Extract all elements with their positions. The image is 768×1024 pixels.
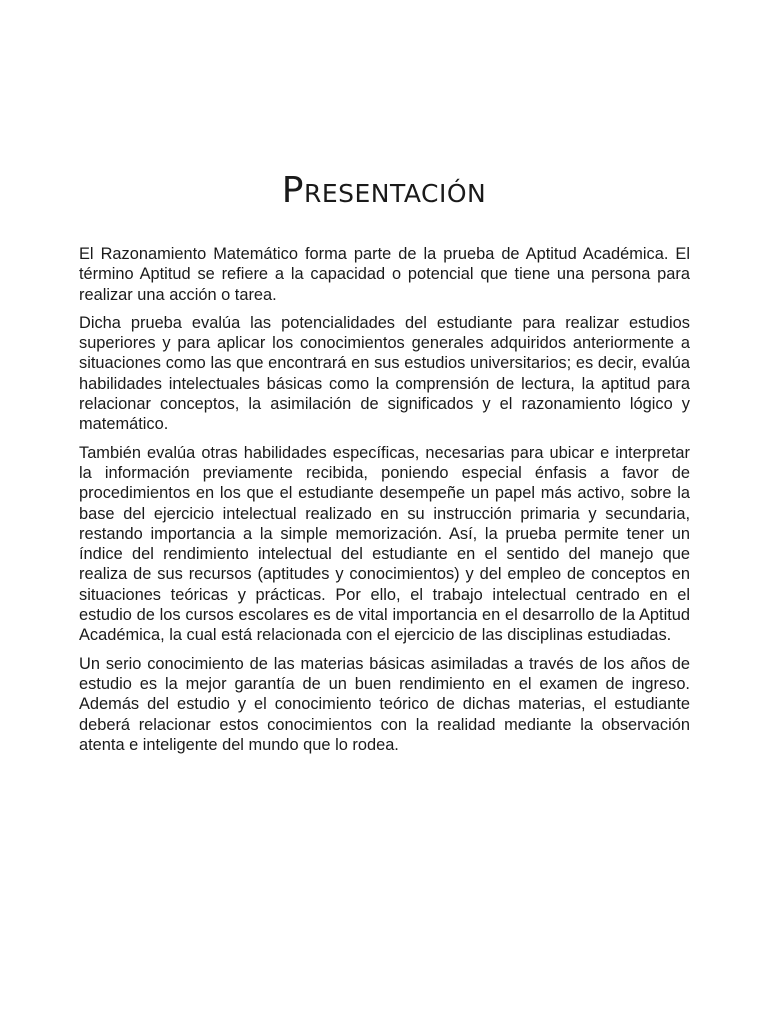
body-text — [79, 244, 690, 763]
page-title: Presentación — [281, 170, 487, 211]
paragraph-4: Un serio conocimiento de las materias básicas asimiladas a través de los años de estudio es la mejor garantía de un buen rendimiento en el examen de ingreso. Además del estudio y el conocimiento teórico de dichas materias, el estudiante deberá relacionar estos conocimientos con la realidad mediante la observación atenta e inteligente del mundo que lo rodea. — [79, 654, 690, 754]
paragraph-1: El Razonamiento Matemático forma parte de la prueba de Aptitud Académica. El término Aptitud se refiere a la capacidad o potencial que tiene una persona para realizar una acción o tarea. — [79, 245, 690, 304]
paragraph-3: También evalúa otras habilidades específicas, necesarias para ubicar e interpretar la información previamente recibida, poniendo especial énfasis a favor de procedimientos en los que el estudiante desempeñe un papel más activo, sobre la base del ejercicio intelectual realizado en su instrucción primaria y secundaria, restando importancia a la simple memorización. Así, la prueba permite tener un índice del rendimiento intelectual del estudiante en el sentido del manejo que realiza de sus recursos (aptitudes y conocimientos) y del empleo de conceptos en situaciones teóricas y prácticas. Por ello, el trabajo intelectual centrado en el estudio de los cursos escolares es de vital importancia en el desarrollo de la Aptitud Académica, la cual está relacionada con el ejercicio de las disciplinas estudiadas. — [79, 443, 690, 645]
paragraph-2: Dicha prueba evalúa las potencialidades del estudiante para realizar estudios superiores y para aplicar los conocimientos generales adquiridos anteriormente a situaciones como las que encontrará en sus estudios universitarios; es decir, evalúa habilidades intelectuales básicas como la comprensión de lectura, la aptitud para relacionar conceptos, la asimilación de significados y el razonamiento lógico y matemático. — [79, 313, 690, 434]
